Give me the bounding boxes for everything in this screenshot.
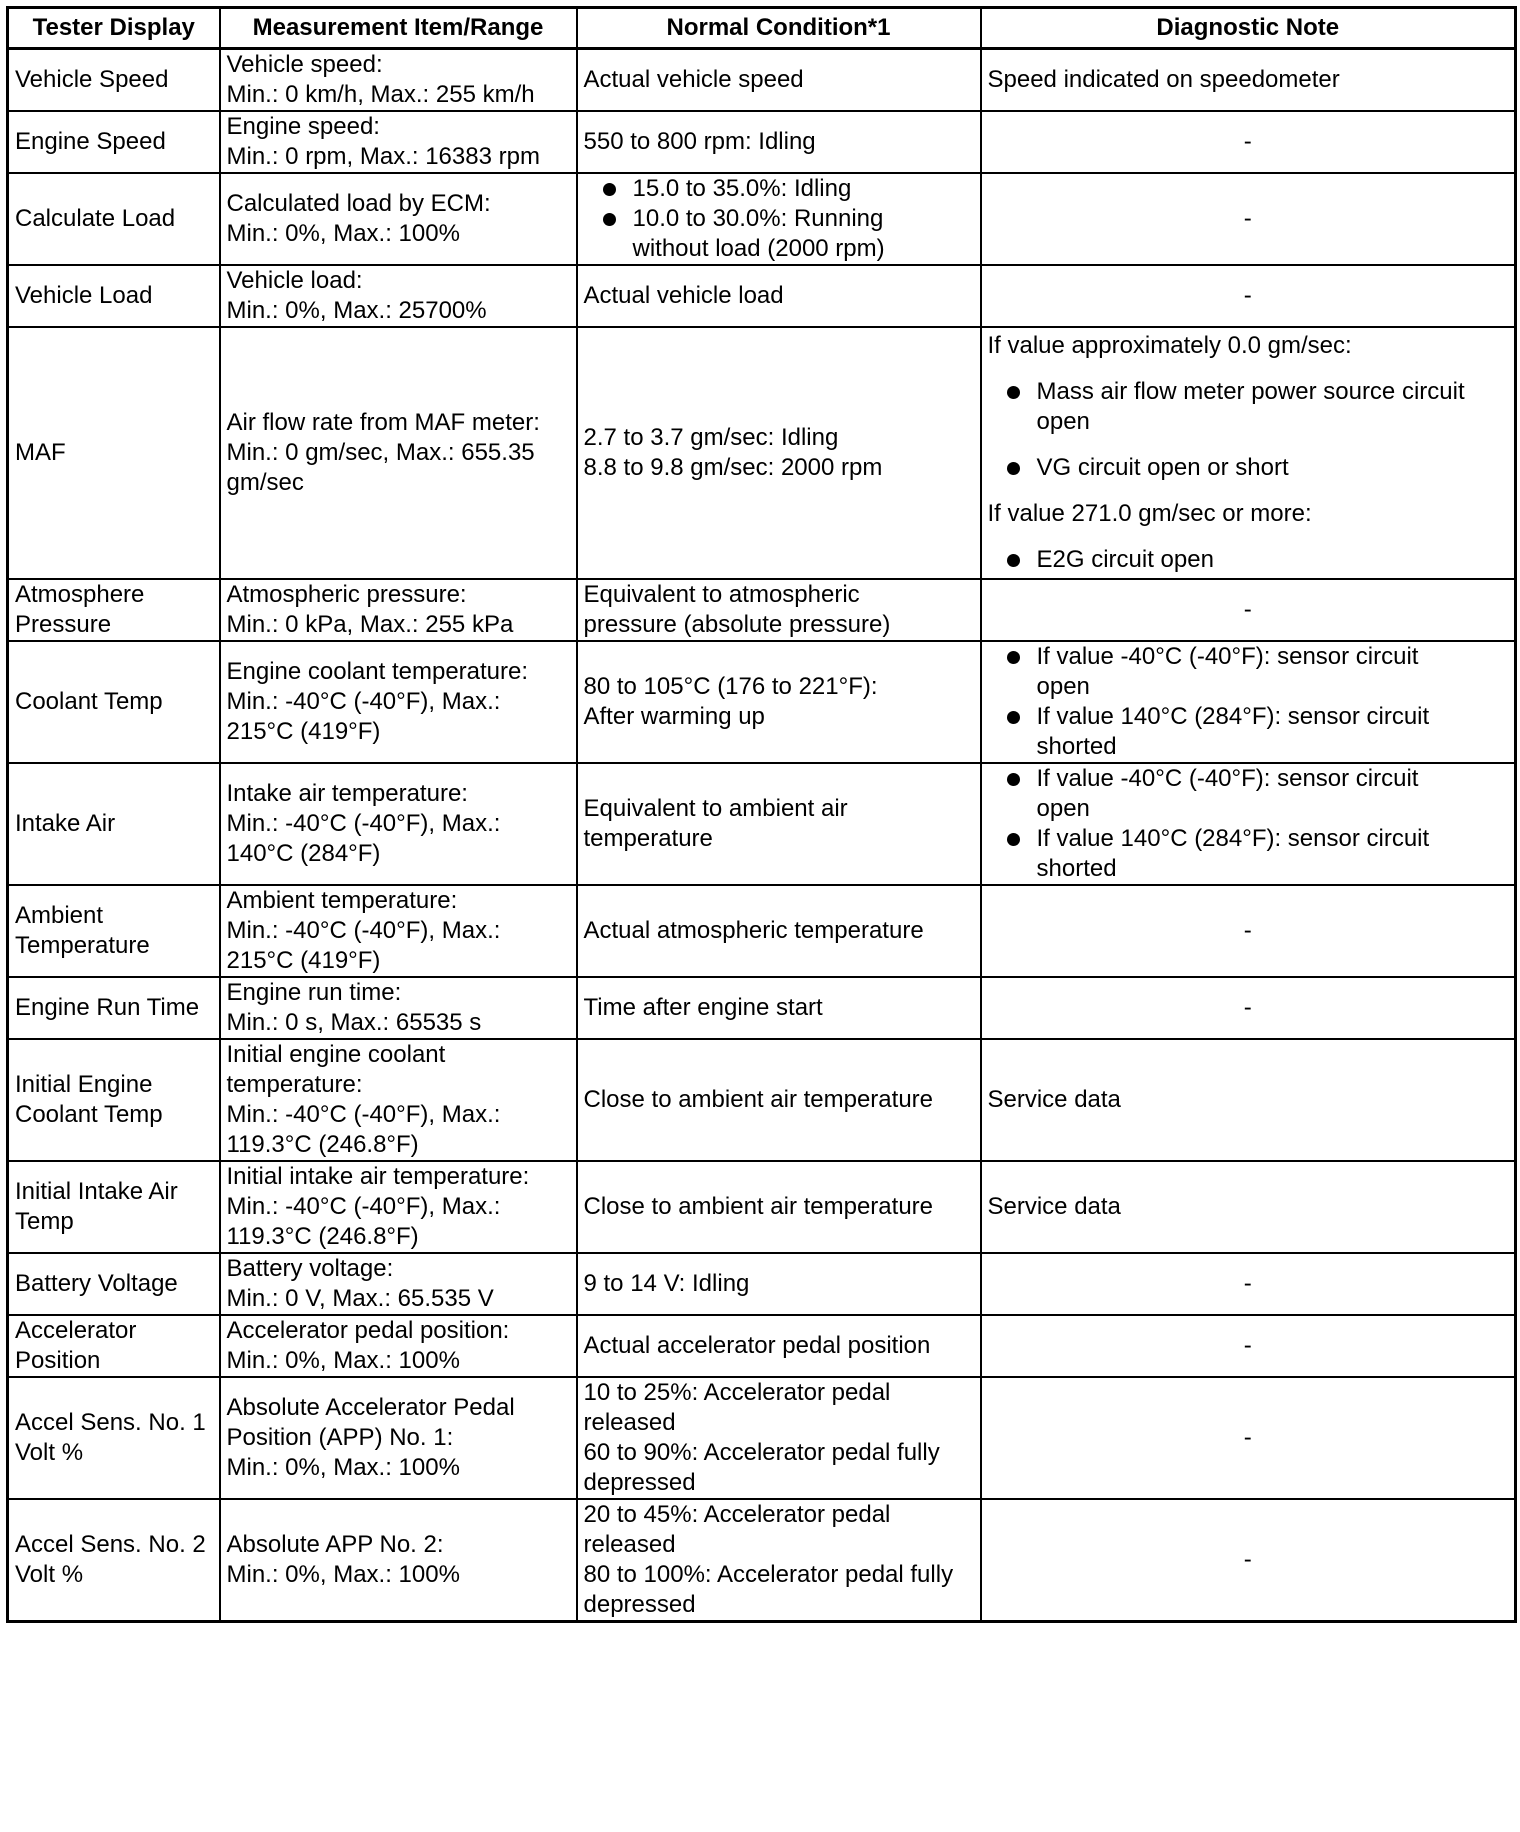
header-normal-condition: Normal Condition*1 [577, 8, 981, 49]
tester-display-cell [8, 885, 220, 977]
diagnostic-note-cell: - [981, 1315, 1516, 1377]
condition-line: Actual vehicle speed [583, 66, 804, 93]
table-row [8, 1253, 1516, 1315]
tester-display-cell [8, 977, 220, 1039]
condition-line: 60 to 90%: Accelerator pedal fully [583, 1439, 940, 1466]
tester-display-text: Pressure [15, 611, 112, 638]
header-row [8, 8, 1516, 49]
tester-display-text: Temperature [15, 932, 150, 959]
table-row [8, 977, 1516, 1039]
header-diagnostic-note: Diagnostic Note [981, 8, 1516, 49]
note-text: Service data [987, 1193, 1121, 1220]
diagnostic-note-cell [981, 49, 1516, 112]
range-line: Initial intake air temperature: [226, 1163, 530, 1190]
normal-condition-cell [577, 327, 981, 579]
normal-condition-cell [577, 579, 981, 641]
condition-line: 10 to 25%: Accelerator pedal [583, 1379, 891, 1406]
measurement-range-cell [220, 327, 577, 579]
tester-display-text: Accel Sens. No. 2 [15, 1531, 206, 1558]
measurement-range-cell [220, 885, 577, 977]
range-line: 215°C (419°F) [226, 947, 381, 974]
diagnostic-note-cell [981, 327, 1516, 579]
condition-line: 80 to 100%: Accelerator pedal fully [583, 1561, 954, 1588]
range-line: 140°C (284°F) [226, 840, 381, 867]
note-bullet-list [988, 764, 1509, 884]
tester-display-text: Intake Air [15, 810, 116, 837]
tester-display-text: Accelerator [15, 1317, 137, 1344]
measurement-range-cell [220, 1161, 577, 1253]
range-line: Min.: 0%, Max.: 100% [226, 1561, 460, 1588]
normal-condition-cell [577, 641, 981, 763]
tester-display-text: MAF [15, 439, 66, 466]
measurement-range-cell [220, 1039, 577, 1161]
measurement-range-cell [220, 641, 577, 763]
range-line: Intake air temperature: [226, 780, 468, 807]
condition-line: Equivalent to ambient air [583, 795, 848, 822]
condition-line: Actual atmospheric temperature [583, 917, 924, 944]
tester-display-cell [8, 1253, 220, 1315]
range-line: Min.: 0 gm/sec, Max.: 655.35 [226, 439, 535, 466]
tester-display-text: Volt % [15, 1561, 84, 1588]
note-bullet-item: Mass air flow meter power source circuit open [988, 377, 1509, 437]
diagnostic-note-cell: - [981, 173, 1516, 265]
measurement-range-cell [220, 49, 577, 112]
tester-display-text: Volt % [15, 1439, 84, 1466]
range-line: 215°C (419°F) [226, 718, 381, 745]
range-line: Engine speed: [226, 113, 380, 140]
condition-line: temperature [583, 825, 713, 852]
range-line: Min.: 0%, Max.: 100% [226, 1347, 460, 1374]
normal-condition-cell [577, 49, 981, 112]
note-intro: If value approximately 0.0 gm/sec: [987, 332, 1352, 359]
range-line: Min.: -40°C (-40°F), Max.: [226, 917, 501, 944]
range-line: Position (APP) No. 1: [226, 1424, 454, 1451]
table-row [8, 1499, 1516, 1622]
measurement-range-cell [220, 111, 577, 173]
tester-display-text: Initial Intake Air [15, 1178, 178, 1205]
note-intro: If value 271.0 gm/sec or more: [987, 500, 1312, 527]
range-line: Min.: 0%, Max.: 100% [226, 1454, 460, 1481]
range-line: Min.: 0 kPa, Max.: 255 kPa [226, 611, 514, 638]
range-line: Min.: 0 V, Max.: 65.535 V [226, 1285, 494, 1312]
condition-line: depressed [583, 1469, 696, 1496]
range-line: Engine coolant temperature: [226, 658, 529, 685]
table-row [8, 111, 1516, 173]
table-row [8, 763, 1516, 885]
range-line: Air flow rate from MAF meter: [226, 409, 540, 436]
note-text: Speed indicated on speedometer [987, 66, 1340, 93]
range-line: Min.: -40°C (-40°F), Max.: [226, 1101, 501, 1128]
measurement-range-cell [220, 763, 577, 885]
header-measurement-item: Measurement Item/Range [220, 8, 577, 49]
condition-line: Equivalent to atmospheric [583, 581, 860, 608]
table-row [8, 885, 1516, 977]
measurement-range-cell [220, 1253, 577, 1315]
measurement-range-cell [220, 1377, 577, 1499]
table-row [8, 173, 1516, 265]
table-row [8, 265, 1516, 327]
note-bullet-list [988, 377, 1509, 483]
range-line: Min.: 0 km/h, Max.: 255 km/h [226, 81, 535, 108]
measurement-range-cell [220, 977, 577, 1039]
measurement-range-cell [220, 579, 577, 641]
condition-line: pressure (absolute pressure) [583, 611, 891, 638]
condition-line: Actual vehicle load [583, 282, 784, 309]
range-line: Accelerator pedal position: [226, 1317, 510, 1344]
normal-condition-cell [577, 111, 981, 173]
diagnostic-note-cell: - [981, 977, 1516, 1039]
note-bullet-item: E2G circuit open [988, 545, 1509, 575]
table-row [8, 327, 1516, 579]
normal-condition-cell [577, 1315, 981, 1377]
measurement-range-cell [220, 1499, 577, 1622]
tester-display-cell [8, 49, 220, 112]
range-line: Battery voltage: [226, 1255, 394, 1282]
note-bullet-item: If value -40°C (-40°F): sensor circuit open [988, 642, 1509, 702]
note-bullet-item: If value 140°C (284°F): sensor circuit shorted [988, 702, 1509, 762]
tester-display-text: Battery Voltage [15, 1270, 178, 1297]
normal-condition-cell [577, 1039, 981, 1161]
range-line: Absolute APP No. 2: [226, 1531, 444, 1558]
diagnostic-note-cell [981, 1161, 1516, 1253]
tester-display-cell [8, 1315, 220, 1377]
range-line: 119.3°C (246.8°F) [226, 1223, 419, 1250]
tester-display-text: Coolant Temp [15, 688, 163, 715]
diagnostic-note-cell: - [981, 1377, 1516, 1499]
condition-line: 20 to 45%: Accelerator pedal [583, 1501, 891, 1528]
diagnostic-note-cell: - [981, 579, 1516, 641]
condition-line: released [583, 1531, 676, 1558]
condition-line: 8.8 to 9.8 gm/sec: 2000 rpm [583, 454, 883, 481]
diagnostic-note-cell: - [981, 1253, 1516, 1315]
condition-bullet-list [584, 174, 974, 264]
table-row [8, 1039, 1516, 1161]
diagnostic-note-cell: - [981, 1499, 1516, 1622]
tester-display-cell [8, 265, 220, 327]
condition-line: After warming up [583, 703, 765, 730]
condition-line: 2.7 to 3.7 gm/sec: Idling [583, 424, 839, 451]
range-line: gm/sec [226, 469, 304, 496]
data-list-page [6, 6, 1517, 1623]
tester-display-text: Initial Engine [15, 1071, 153, 1098]
normal-condition-cell [577, 1499, 981, 1622]
tester-display-text: Temp [15, 1208, 74, 1235]
data-list-table [6, 6, 1517, 1623]
tester-display-cell [8, 173, 220, 265]
normal-condition-cell [577, 885, 981, 977]
tester-display-cell [8, 1161, 220, 1253]
table-row [8, 1315, 1516, 1377]
normal-condition-cell [577, 173, 981, 265]
range-line: Min.: 0 rpm, Max.: 16383 rpm [226, 143, 540, 170]
tester-display-text: Ambient [15, 902, 104, 929]
condition-line: Actual accelerator pedal position [583, 1332, 931, 1359]
range-line: Min.: 0%, Max.: 100% [226, 220, 460, 247]
normal-condition-cell [577, 977, 981, 1039]
table-row [8, 641, 1516, 763]
measurement-range-cell [220, 1315, 577, 1377]
tester-display-text: Coolant Temp [15, 1101, 163, 1128]
normal-condition-cell [577, 1161, 981, 1253]
range-line: Min.: -40°C (-40°F), Max.: [226, 688, 501, 715]
range-line: Engine run time: [226, 979, 402, 1006]
condition-line: 9 to 14 V: Idling [583, 1270, 750, 1297]
range-line: Vehicle speed: [226, 51, 383, 78]
tester-display-cell [8, 1377, 220, 1499]
condition-line: Close to ambient air temperature [583, 1086, 933, 1113]
range-line: Min.: 0%, Max.: 25700% [226, 297, 487, 324]
range-line: Min.: -40°C (-40°F), Max.: [226, 1193, 501, 1220]
table-row [8, 49, 1516, 112]
tester-display-text: Calculate Load [15, 205, 176, 232]
diagnostic-note-cell: - [981, 265, 1516, 327]
range-line: Ambient temperature: [226, 887, 458, 914]
range-line: Min.: -40°C (-40°F), Max.: [226, 810, 501, 837]
range-line: Min.: 0 s, Max.: 65535 s [226, 1009, 482, 1036]
tester-display-text: Position [15, 1347, 101, 1374]
tester-display-cell [8, 1499, 220, 1622]
diagnostic-note-cell [981, 1039, 1516, 1161]
condition-bullet-item: 10.0 to 30.0%: Running without load (2000 rpm) [584, 204, 974, 264]
condition-line: 550 to 800 rpm: Idling [583, 128, 816, 155]
note-bullet-list [988, 545, 1509, 575]
tester-display-cell [8, 327, 220, 579]
note-bullet-item: If value -40°C (-40°F): sensor circuit open [988, 764, 1509, 824]
tester-display-text: Vehicle Load [15, 282, 153, 309]
normal-condition-cell [577, 1377, 981, 1499]
tester-display-cell [8, 763, 220, 885]
range-line: 119.3°C (246.8°F) [226, 1131, 419, 1158]
diagnostic-note-cell [981, 641, 1516, 763]
condition-line: 80 to 105°C (176 to 221°F): [583, 673, 878, 700]
tester-display-text: Accel Sens. No. 1 [15, 1409, 206, 1436]
condition-line: released [583, 1409, 676, 1436]
normal-condition-cell [577, 763, 981, 885]
normal-condition-cell [577, 1253, 981, 1315]
condition-bullet-item: 15.0 to 35.0%: Idling [584, 174, 974, 204]
diagnostic-note-cell: - [981, 111, 1516, 173]
tester-display-cell [8, 579, 220, 641]
measurement-range-cell [220, 173, 577, 265]
table-row [8, 579, 1516, 641]
header-tester-display: Tester Display [8, 8, 220, 49]
tester-display-text: Engine Run Time [15, 994, 200, 1021]
note-bullet-list [988, 642, 1509, 762]
table-row [8, 1377, 1516, 1499]
range-line: Initial engine coolant [226, 1041, 446, 1068]
condition-line: Time after engine start [583, 994, 823, 1021]
tester-display-text: Atmosphere [15, 581, 145, 608]
normal-condition-cell [577, 265, 981, 327]
range-line: Atmospheric pressure: [226, 581, 467, 608]
tester-display-cell [8, 111, 220, 173]
tester-display-cell [8, 1039, 220, 1161]
condition-line: Close to ambient air temperature [583, 1193, 933, 1220]
tester-display-text: Vehicle Speed [15, 66, 169, 93]
range-line: Vehicle load: [226, 267, 363, 294]
condition-line: depressed [583, 1591, 696, 1618]
range-line: Calculated load by ECM: [226, 190, 491, 217]
diagnostic-note-cell [981, 763, 1516, 885]
tester-display-text: Engine Speed [15, 128, 166, 155]
range-line: Absolute Accelerator Pedal [226, 1394, 515, 1421]
tester-display-cell [8, 641, 220, 763]
range-line: temperature: [226, 1071, 363, 1098]
note-bullet-item: VG circuit open or short [988, 453, 1509, 483]
diagnostic-note-cell: - [981, 885, 1516, 977]
measurement-range-cell [220, 265, 577, 327]
note-text: Service data [987, 1086, 1121, 1113]
note-bullet-item: If value 140°C (284°F): sensor circuit shorted [988, 824, 1509, 884]
table-row [8, 1161, 1516, 1253]
